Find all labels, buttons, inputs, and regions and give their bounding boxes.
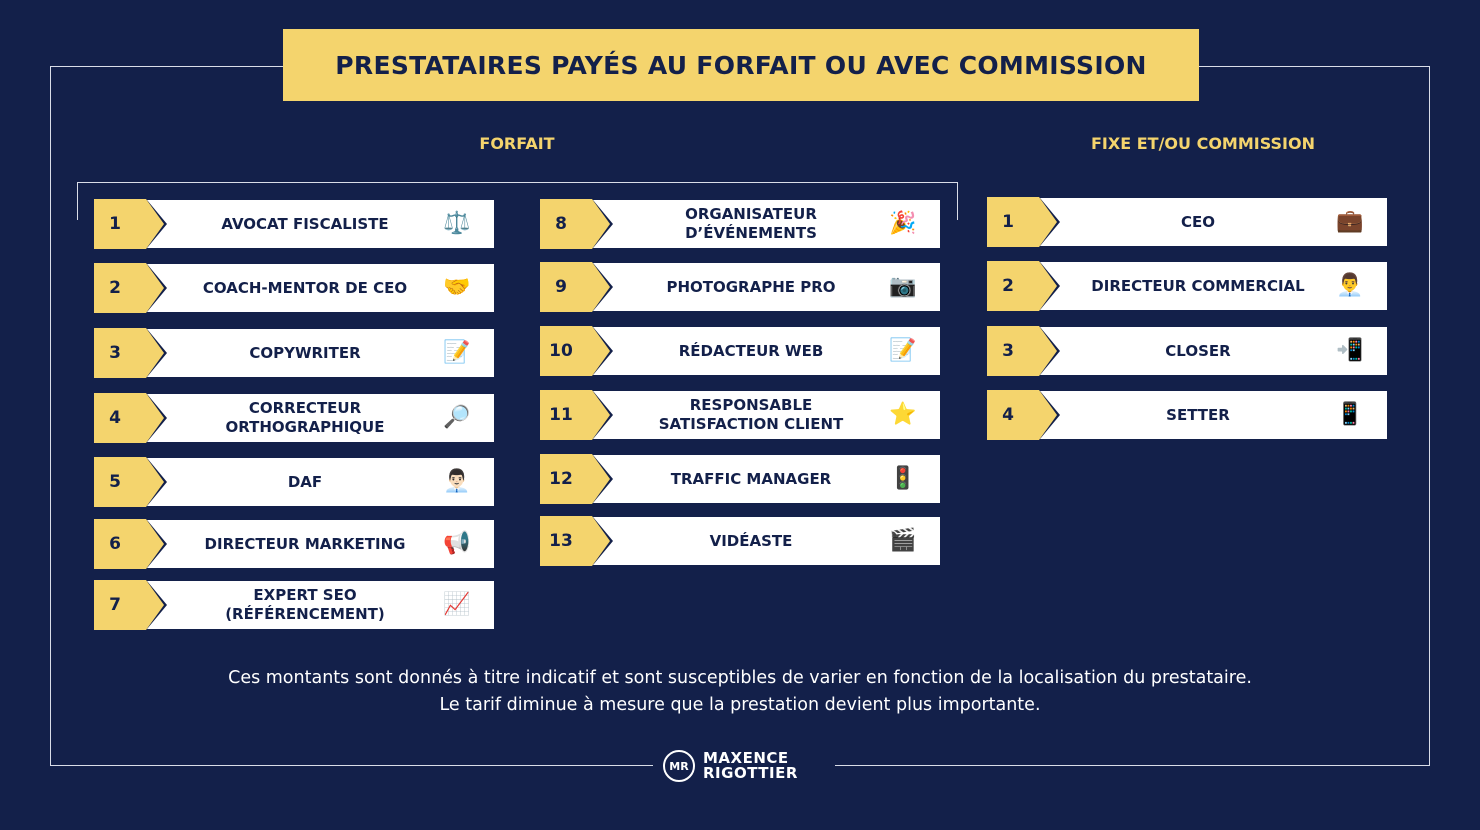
forfait-item [94, 328, 494, 378]
camera-icon: 📷 [889, 274, 917, 299]
item-label: AVOCAT FISCALISTE [221, 214, 389, 233]
forfait-item [94, 457, 494, 507]
title-banner [283, 29, 1199, 101]
logo-line-2: RIGOTTIER [703, 764, 798, 782]
forfait-item [94, 580, 494, 630]
item-number: 8 [555, 214, 567, 234]
office-worker-icon: 👨🏻‍💼 [443, 469, 471, 494]
forfait-item [94, 263, 494, 313]
item-label: COACH-MENTOR DE CEO [202, 278, 408, 297]
memo-icon: 📝 [889, 338, 917, 363]
forfait-item [540, 516, 940, 566]
item-number: 3 [1002, 341, 1014, 361]
item-number: 4 [109, 408, 121, 428]
forfait-item [540, 326, 940, 376]
commission-item [987, 261, 1387, 311]
scale-icon: ⚖️ [443, 211, 471, 236]
item-label: EXPERT SEO (RÉFÉRENCEMENT) [225, 586, 385, 623]
commission-item [987, 197, 1387, 247]
forfait-item [540, 390, 940, 440]
item-label: DIRECTEUR MARKETING [204, 534, 406, 553]
forfait-item [540, 454, 940, 504]
item-label: PHOTOGRAPHE PRO [666, 277, 836, 296]
disclaimer [0, 665, 1480, 719]
item-label: DAF [287, 472, 323, 491]
item-number: 10 [549, 341, 573, 361]
item-label: CEO [1180, 212, 1215, 231]
item-number: 13 [549, 531, 573, 551]
mobile-phone-icon: 📱 [1336, 402, 1364, 427]
clapper-icon: 🎬 [889, 528, 917, 553]
item-number: 11 [549, 405, 573, 425]
disclaimer-line-1: Ces montants sont donnés à titre indicatif et sont susceptibles de varier en fonction de la localisation du prestataire. [228, 668, 1252, 688]
item-number: 2 [109, 278, 121, 298]
item-number: 5 [109, 472, 121, 492]
forfait-item [94, 393, 494, 443]
item-number: 3 [109, 343, 121, 363]
logo-mark: MR [663, 750, 695, 782]
megaphone-icon: 📢 [443, 531, 471, 556]
item-label: COPYWRITER [249, 343, 361, 362]
commission-item [987, 390, 1387, 440]
forfait-item [94, 199, 494, 249]
item-number: 7 [109, 595, 121, 615]
handshake-icon: 🤝 [443, 275, 471, 300]
party-popper-icon: 🎉 [889, 211, 917, 236]
forfait-item [540, 262, 940, 312]
business-man-icon: 👨‍💼 [1336, 273, 1364, 298]
item-number: 9 [555, 277, 567, 297]
item-label: VIDÉASTE [709, 531, 793, 550]
item-number: 4 [1002, 405, 1014, 425]
item-number: 1 [109, 214, 121, 234]
item-number: 12 [549, 469, 573, 489]
item-label: ORGANISATEUR D’ÉVÉNEMENTS [685, 205, 817, 242]
item-label: RESPONSABLE SATISFACTION CLIENT [658, 396, 844, 433]
item-number: 1 [1002, 212, 1014, 232]
page-title: PRESTATAIRES PAYÉS AU FORFAIT OU AVEC COMMISSION [335, 50, 1147, 80]
briefcase-icon: 💼 [1336, 209, 1364, 234]
forfait-item [94, 519, 494, 569]
item-label: CLOSER [1165, 341, 1231, 360]
item-label: DIRECTEUR COMMERCIAL [1091, 276, 1305, 295]
item-label: CORRECTEUR ORTHOGRAPHIQUE [225, 399, 385, 436]
commission-heading: FIXE ET/OU COMMISSION [1091, 134, 1315, 153]
magnifier-icon: 🔎 [443, 405, 471, 430]
chart-up-icon: 📈 [443, 592, 471, 617]
phone-incoming-icon: 📲 [1336, 338, 1364, 363]
memo-icon: 📝 [443, 340, 471, 365]
star-icon: ⭐ [889, 402, 917, 427]
disclaimer-line-2: Le tarif diminue à mesure que la prestation devient plus importante. [439, 695, 1041, 715]
item-number: 2 [1002, 276, 1014, 296]
commission-item [987, 326, 1387, 376]
logo-line-1: MAXENCE [703, 749, 789, 767]
brand-logo [653, 746, 835, 786]
logo-text [703, 751, 798, 781]
item-label: TRAFFIC MANAGER [670, 469, 832, 488]
forfait-item [540, 199, 940, 249]
item-label: SETTER [1166, 405, 1230, 424]
traffic-light-icon: 🚦 [889, 466, 917, 491]
forfait-heading: FORFAIT [479, 134, 555, 153]
item-label: RÉDACTEUR WEB [678, 341, 824, 360]
item-number: 6 [109, 534, 121, 554]
